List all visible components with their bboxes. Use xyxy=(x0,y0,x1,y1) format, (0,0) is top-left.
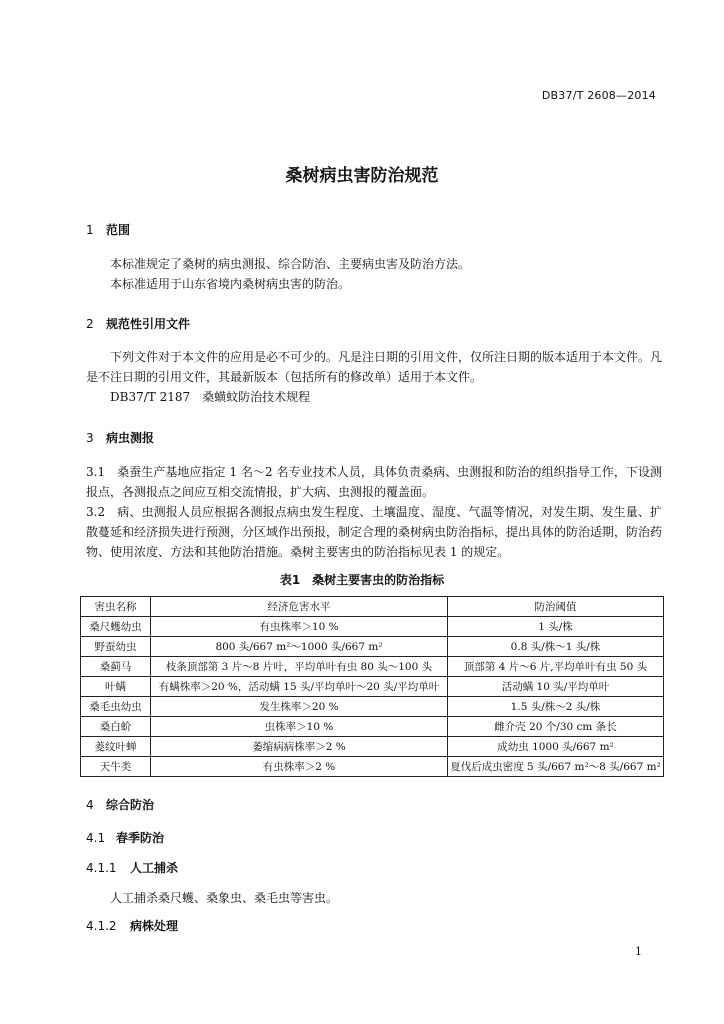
column-header: 经济危害水平 xyxy=(151,597,448,617)
table-row xyxy=(81,697,664,717)
clause-3-2: 3.2 病、虫测报人员应根据各测报点病虫发生程度、土壤温度、湿度、气温等情况，对发生期、发生量、扩散蔓延和经济损失进行预测，分区域作出预报，制定合理的桑树病虫防治指标，提出具体的防治适期，防治药物、使用浓度、方法和其他防治措施。桑树主要害虫的防治指标见表 1 的规定。 xyxy=(86,505,663,559)
section-4-1-1-heading xyxy=(86,859,178,876)
section-title: 规范性引用文件 xyxy=(106,317,191,331)
section-title: 病虫测报 xyxy=(106,431,155,445)
section-4-heading xyxy=(86,796,154,813)
section-3-heading xyxy=(86,429,154,446)
section-number: 1 xyxy=(86,223,94,237)
table-cell: 萎缩病病株率＞2 % xyxy=(151,737,448,757)
section-1-heading xyxy=(86,221,130,238)
section-4-1-2-heading xyxy=(86,917,178,934)
table-cell: 桑白蚧 xyxy=(81,717,151,737)
table-cell: 夏伐后成虫密度 5 头/667 m²～8 头/667 m² xyxy=(448,757,664,777)
section-2-reference: DB37/T 2187 桑蟥蚊防治技术规程 xyxy=(110,390,311,404)
table-header-row xyxy=(81,597,664,617)
section-1-paragraph-2: 本标准适用于山东省境内桑树病虫害的防治。 xyxy=(110,277,351,291)
table-cell: 桑毛虫幼虫 xyxy=(81,697,151,717)
table-caption: 表1 桑树主要害虫的防治指标 xyxy=(279,573,445,587)
section-title: 人工捕杀 xyxy=(130,861,179,875)
table-cell: 菱纹叶蝉 xyxy=(81,737,151,757)
pest-threshold-table xyxy=(80,596,664,777)
section-2-heading xyxy=(86,315,190,332)
table-cell: 雌介壳 20 个/30 cm 条长 xyxy=(448,717,664,737)
section-4-1-1-paragraph: 人工捕杀桑尺蠖、桑象虫、桑毛虫等害虫。 xyxy=(110,891,339,905)
section-1-paragraph-1: 本标准规定了桑树的病虫测报、综合防治、主要病虫害及防治方法。 xyxy=(110,257,471,271)
table-row xyxy=(81,757,664,777)
table-cell: 枝条顶部第 3 片～8 片叶，平均单叶有虫 80 头～100 头 xyxy=(151,657,448,677)
table-cell: 叶螨 xyxy=(81,677,151,697)
table-cell: 虫株率＞10 % xyxy=(151,717,448,737)
table-cell: 天牛类 xyxy=(81,757,151,777)
section-title: 病株处理 xyxy=(130,919,179,933)
column-header: 防治阈值 xyxy=(448,597,664,617)
standard-number: DB37/T 2608—2014 xyxy=(541,89,656,102)
section-title: 春季防治 xyxy=(116,831,165,845)
section-title: 综合防治 xyxy=(106,798,155,812)
column-header: 害虫名称 xyxy=(81,597,151,617)
section-title: 范围 xyxy=(106,223,131,237)
table-cell: 活动螨 10 头/平均单叶 xyxy=(448,677,664,697)
section-number: 3 xyxy=(86,431,94,445)
section-4-1-heading xyxy=(86,829,164,846)
table-row xyxy=(81,717,664,737)
table-cell: 有螨株率＞20 %，活动螨 15 头/平均单叶～20 头/平均单叶 xyxy=(151,677,448,697)
document-title: 桑树病虫害防治规范 xyxy=(285,166,439,186)
table-cell: 桑尺蠖幼虫 xyxy=(81,617,151,637)
table-row xyxy=(81,737,664,757)
section-number: 2 xyxy=(86,317,94,331)
table-cell: 800 头/667 m²～1000 头/667 m² xyxy=(151,637,448,657)
section-number: 4 xyxy=(86,798,94,812)
table-cell: 发生株率＞20 % xyxy=(151,697,448,717)
table-cell: 有虫株率＞10 % xyxy=(151,617,448,637)
table-cell: 顶部第 4 片～6 片,平均单叶有虫 50 头 xyxy=(448,657,664,677)
clause-3-1: 3.1 桑蚕生产基地应指定 1 名～2 名专业技术人员，具体负责桑病、虫测报和防治的组织指导工作，下设测报点，各测报点之间应互相交流情报，扩大病、虫测报的覆盖面。 xyxy=(86,465,662,499)
table-row xyxy=(81,637,664,657)
section-number: 4.1 xyxy=(86,831,106,845)
table-cell: 1 头/株 xyxy=(448,617,664,637)
table-cell: 0.8 头/株～1 头/株 xyxy=(448,637,664,657)
table-cell: 有虫株率＞2 % xyxy=(151,757,448,777)
section-number: 4.1.1 xyxy=(86,861,117,875)
table-cell: 野蚕幼虫 xyxy=(81,637,151,657)
table-cell: 桑蓟马 xyxy=(81,657,151,677)
table-row xyxy=(81,677,664,697)
table-cell: 1.5 头/株～2 头/株 xyxy=(448,697,664,717)
table-cell: 成幼虫 1000 头/667 m² xyxy=(448,737,664,757)
page-number: 1 xyxy=(635,945,642,958)
section-number: 4.1.2 xyxy=(86,919,117,933)
table-row xyxy=(81,617,664,637)
section-2-paragraph-1: 下列文件对于本文件的应用是必不可少的。凡是注日期的引用文件，仅所注日期的版本适用于本文件。凡是不注日期的引用文件，其最新版本（包括所有的修改单）适用于本文件。 xyxy=(86,350,663,384)
table-row xyxy=(81,657,664,677)
